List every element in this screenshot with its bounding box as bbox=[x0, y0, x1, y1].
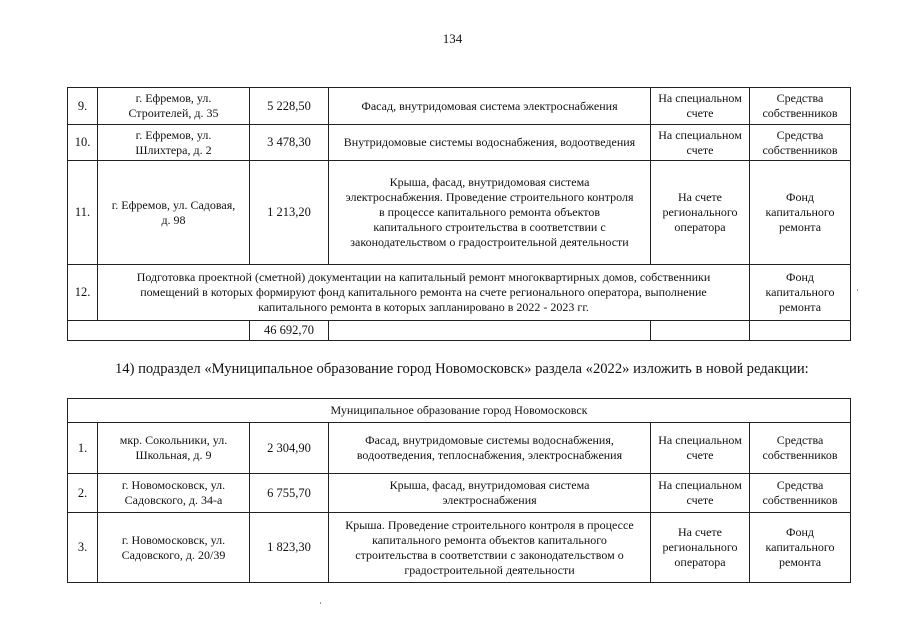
funding-source-line: ремонта bbox=[778, 220, 822, 234]
funding-source-cell bbox=[750, 513, 851, 583]
works-line: градостроительной деятельности bbox=[404, 562, 575, 577]
account-line: На специальном bbox=[658, 91, 742, 105]
funding-source-line: капитального bbox=[765, 540, 835, 554]
address-line: Садовского, д. 20/39 bbox=[121, 547, 226, 562]
table-row bbox=[68, 125, 851, 161]
account-line: регионального bbox=[662, 205, 738, 219]
address-cell bbox=[98, 88, 250, 125]
works-line: водоотведения, теплоснабжения, электроснабжения bbox=[356, 448, 623, 462]
works-line: капитального ремонта объектов капитального bbox=[372, 532, 607, 547]
municipality-title-row bbox=[68, 399, 851, 423]
row-number: 3. bbox=[68, 513, 98, 583]
works-line: электроснабжения bbox=[442, 493, 537, 507]
address-cell bbox=[98, 474, 250, 513]
funding-source-line: Фонд bbox=[786, 525, 815, 539]
funding-source-cell bbox=[750, 161, 851, 265]
program-table-part-1 bbox=[67, 87, 851, 341]
funding-source-line: Средства bbox=[776, 433, 824, 447]
table-row bbox=[68, 513, 851, 583]
account-cell bbox=[651, 513, 750, 583]
table-row bbox=[68, 265, 851, 321]
row-number: 11. bbox=[68, 161, 98, 265]
funding-source-line: собственников bbox=[762, 106, 838, 120]
works-cell bbox=[329, 161, 651, 265]
address-line: Шлихтера, д. 2 bbox=[135, 142, 212, 157]
account-line: счете bbox=[686, 493, 714, 507]
account-line: счете bbox=[686, 448, 714, 462]
address-cell bbox=[98, 513, 250, 583]
account-line: регионального bbox=[662, 540, 738, 554]
address-line: г. Новомосковск, ул. bbox=[121, 532, 226, 547]
works-line: Крыша. Проведение строительного контроля в процессе bbox=[345, 517, 634, 532]
cost-cell: 5 228,50 bbox=[250, 88, 329, 125]
empty-cell bbox=[651, 321, 750, 341]
cost-cell: 1 823,30 bbox=[250, 513, 329, 583]
funding-source-line: Средства bbox=[776, 478, 824, 492]
works-line: Внутридомовые системы водоснабжения, водоотведения bbox=[343, 135, 636, 149]
address-line: г. Ефремов, ул. bbox=[135, 127, 212, 142]
empty-cell bbox=[750, 321, 851, 341]
municipality-title: Муниципальное образование город Новомосковск bbox=[68, 399, 851, 423]
works-cell bbox=[329, 513, 651, 583]
funding-source-line: Средства bbox=[776, 91, 824, 105]
funding-source-line: собственников bbox=[762, 493, 838, 507]
program-table-part-2 bbox=[67, 398, 851, 583]
works-line: законодательством о градостроительной деятельности bbox=[350, 235, 629, 249]
account-line: На счете bbox=[677, 525, 722, 539]
address-cell bbox=[98, 161, 250, 265]
funding-source-line: собственников bbox=[762, 448, 838, 462]
funding-source-cell bbox=[750, 423, 851, 474]
address-line: г. Ефремов, ул. Садовая, bbox=[111, 197, 236, 212]
account-cell bbox=[651, 161, 750, 265]
works-line: в процессе капитального ремонта объектов bbox=[378, 205, 601, 219]
table-row bbox=[68, 88, 851, 125]
account-line: На счете bbox=[677, 190, 722, 204]
works-line: Фасад, внутридомовая система электроснабжения bbox=[361, 98, 618, 113]
account-line: На специальном bbox=[658, 478, 742, 492]
works-cell bbox=[329, 474, 651, 513]
works-line: строительства в соответствии с законодательством о bbox=[355, 547, 624, 562]
funding-source-line: Фонд bbox=[785, 270, 814, 284]
design-documentation-line: помещений в которых формируют фонд капитального ремонта на счете регионального оператора, выполнение bbox=[140, 285, 707, 299]
table-row bbox=[68, 423, 851, 474]
account-cell bbox=[651, 423, 750, 474]
account-line: оператора bbox=[674, 555, 726, 569]
address-line: Садовского, д. 34-а bbox=[124, 493, 223, 507]
funding-source-cell bbox=[750, 88, 851, 125]
account-cell bbox=[651, 125, 750, 161]
account-line: счете bbox=[686, 142, 714, 157]
account-cell bbox=[651, 88, 750, 125]
row-number: 1. bbox=[68, 423, 98, 474]
design-documentation-line: капитального ремонта в которых запланировано в 2022 - 2023 гг. bbox=[258, 300, 589, 314]
total-row bbox=[68, 321, 851, 341]
works-line: Крыша, фасад, внутридомовая система bbox=[389, 478, 590, 492]
account-line: счете bbox=[686, 106, 714, 120]
cost-cell: 1 213,20 bbox=[250, 161, 329, 265]
empty-cell bbox=[68, 321, 250, 341]
empty-cell bbox=[329, 321, 651, 341]
address-line: Школьная, д. 9 bbox=[135, 448, 212, 462]
page-number: 134 bbox=[442, 31, 463, 46]
account-line: На специальном bbox=[658, 127, 742, 142]
address-line: г. Новомосковск, ул. bbox=[121, 478, 226, 492]
works-line: электроснабжения. Проведение строительного контроля bbox=[345, 190, 634, 204]
address-line: г. Ефремов, ул. bbox=[135, 91, 212, 105]
row-number: 9. bbox=[68, 88, 98, 125]
funding-source-cell bbox=[750, 125, 851, 161]
works-line: Фасад, внутридомовые системы водоснабжения, bbox=[365, 433, 614, 447]
section-heading: 14) подраздел «Муниципальное образование город Новомосковск» раздела «2022» изложить в новой редакции: bbox=[115, 361, 809, 377]
row-number: 12. bbox=[68, 265, 98, 321]
funding-source-cell bbox=[750, 474, 851, 513]
scan-artifact-mark bbox=[857, 289, 858, 291]
design-documentation-cell bbox=[98, 265, 750, 321]
funding-source-cell bbox=[750, 265, 851, 321]
works-cell bbox=[329, 125, 651, 161]
funding-source-line: капитального bbox=[765, 285, 835, 299]
works-cell bbox=[329, 88, 651, 125]
funding-source-line: ремонта bbox=[778, 300, 822, 314]
works-cell bbox=[329, 423, 651, 474]
account-line: На специальном bbox=[658, 433, 742, 447]
cost-cell: 2 304,90 bbox=[250, 423, 329, 474]
row-number: 2. bbox=[68, 474, 98, 513]
table-row bbox=[68, 161, 851, 265]
cost-cell: 6 755,70 bbox=[250, 474, 329, 513]
address-line: мкр. Сокольники, ул. bbox=[119, 433, 228, 447]
funding-source-line: Фонд bbox=[785, 190, 814, 204]
works-line: капитального строительства в соответствии с bbox=[373, 220, 606, 234]
funding-source-line: ремонта bbox=[779, 555, 822, 569]
funding-source-line: Средства bbox=[776, 127, 824, 142]
address-cell bbox=[98, 125, 250, 161]
address-line: Строителей, д. 35 bbox=[128, 106, 219, 120]
account-cell bbox=[651, 474, 750, 513]
row-number: 10. bbox=[68, 125, 98, 161]
address-cell bbox=[98, 423, 250, 474]
table-row bbox=[68, 474, 851, 513]
scan-artifact-mark bbox=[320, 602, 321, 604]
funding-source-line: капитального bbox=[765, 205, 835, 219]
cost-cell: 3 478,30 bbox=[250, 125, 329, 161]
address-line: д. 98 bbox=[161, 212, 186, 227]
design-documentation-line: Подготовка проектной (сметной) документации на капитальный ремонт многоквартирных домов, собственники bbox=[136, 270, 711, 284]
total-cost-cell: 46 692,70 bbox=[250, 321, 329, 341]
works-line: Крыша, фасад, внутридомовая система bbox=[389, 175, 590, 189]
funding-source-line: собственников bbox=[762, 142, 838, 157]
account-line: оператора bbox=[674, 220, 726, 234]
